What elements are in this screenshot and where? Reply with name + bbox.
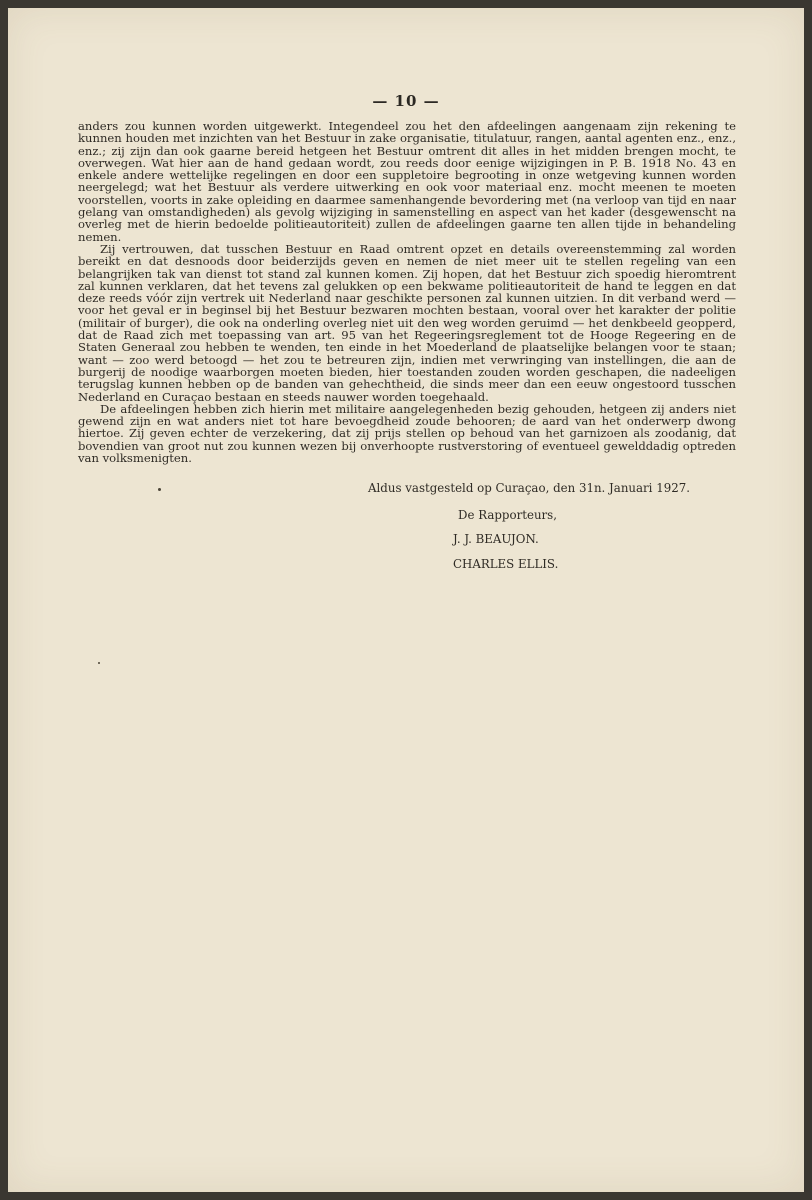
closing-statement: Aldus vastgesteld op Curaçao, den 31n. Januari 1927. <box>368 481 690 495</box>
signer-beaujon: J. J. BEAUJON. <box>453 532 539 546</box>
paragraph-2: Zij vertrouwen, dat tusschen Bestuur en Raad omtrent opzet en details overeenstemming zal worden bereikt en dat desnoods door beiderzijds geven en nemen de niet meer uit te stellen regeling van een belangrijken tak van dienst tot stand zal kunnen komen. Zij hopen, dat het Bestuur zich spoedig hieromtrent zal kunnen verklaren, dat het tevens zal gelukken op een bekwame politieautoriteit de hand te leggen en dat deze reeds vóór zijn vertrek uit Nederland naar geschikte personen zal kunnen uitzien. In dit verband werd — voor het geval er in beginsel bij het Bestuur bezwaren mochten bestaan, vooral over het karakter der politie (militair of burger), die ook na onderling overleg niet uit den weg worden geruimd — het denkbeeld geopperd, dat de Raad zich met toepassing van art. 95 van het Regeeringsreglement tot de Hooge Regeering en de Staten Generaal zou hebben te wenden, ten einde in het Moederland de plaatselijke belangen voor te staan; want — zoo werd betoogd — het zou te betreuren zijn, indien met verwringing van instellingen, die aan de burgerij de noodige waarborgen moeten bieden, hier toestanden zouden worden geschapen, die nadeeligen terugslag kunnen hebben op de banden van gehechtheid, die sinds meer dan een eeuw ongestoord tusschen Nederland en Curaçao bestaan en steeds nauwer worden toegehaald. <box>78 241 736 404</box>
paragraph-3: De afdeelingen hebben zich hierin met militaire aangelegenheden bezig gehouden, hetgeen zij anders niet gewend zijn en wat anders niet tot hare bevoegdheid zoude behooren; de aard van het onderwerp dwong hiertoe. Zij geven echter de verzekering, dat zij prijs stellen op behoud van het garnizoen als zoodanig, dat bovendien van groot nut zou kunnen wezen bij onverhoopte rustverstoring of eventueel gewelddadig optreden van volksmenigten. <box>78 401 736 466</box>
body-text <box>78 120 736 464</box>
rapporteurs-label: De Rapporteurs, <box>458 508 557 522</box>
ink-speck <box>98 662 100 664</box>
signer-ellis: CHARLES ELLIS. <box>453 557 559 571</box>
ink-speck <box>158 488 161 491</box>
page-number: — 10 — <box>372 92 440 110</box>
paragraph-1: anders zou kunnen worden uitgewerkt. Integendeel zou het den afdeelingen aangenaam zijn rekening te kunnen houden met inzichten van het Bestuur in zake organisatie, titulatuur, rangen, aantal agenten enz., enz., enz.; zij zijn dan ook gaarne bereid hetgeen het Bestuur omtrent dit alles in het midden brengen mocht, te overwegen. Wat hier aan de hand gedaan wordt, zou reeds door eenige wijzigingen in P. B. 1918 No. 43 en enkele andere wettelijke regelingen en door een suppletoire begrooting in onze wetgeving kunnen worden neergelegd; wat het Bestuur als verdere uitwerking en ook voor materiaal enz. mocht meenen te moeten voorstellen, voorts in zake opleiding en daarmee samenhangende bevordering met (na verloop van tijd en naar gelang van omstandigheden) als gevolg wijziging in samenstelling en aspect van het kader (desgewenscht na overleg met de hierin bedoelde politieautoriteit) zullen de afdeelingen gaarne ten allen tijde in behandeling nemen. <box>78 119 736 244</box>
